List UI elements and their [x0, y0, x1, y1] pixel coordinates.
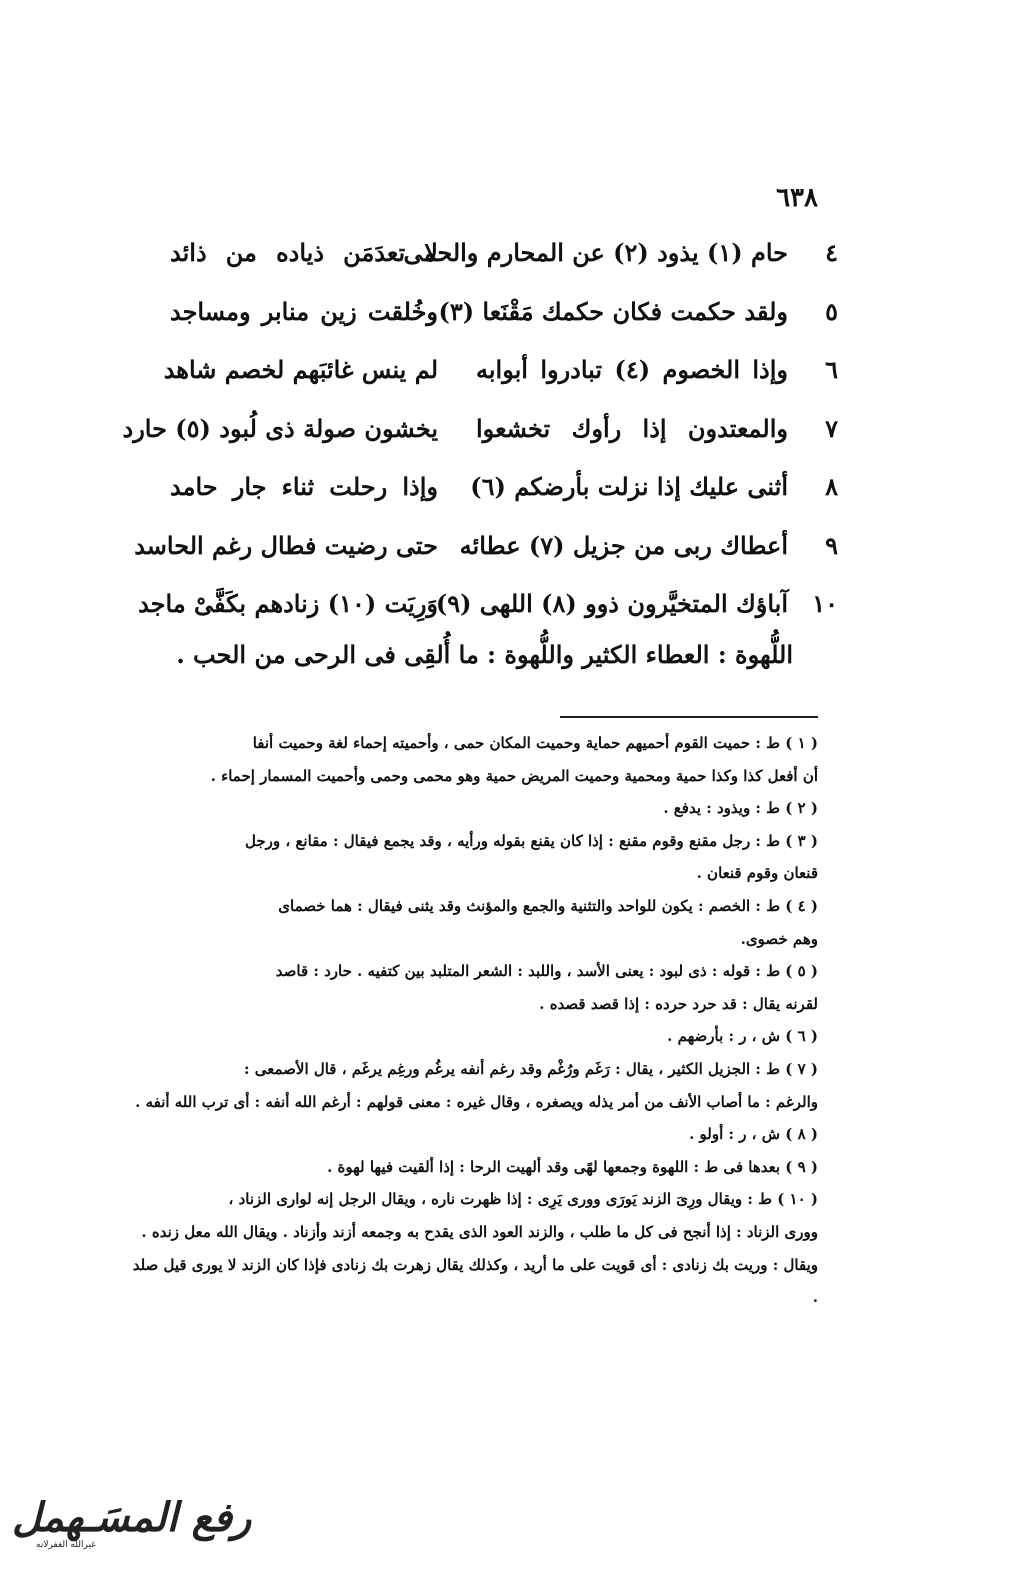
verse-number: ٩ [825, 530, 838, 560]
verse-second-hemistich: وإذا رحلت ثناء جار حامد [170, 472, 438, 501]
footnotes [128, 727, 818, 1314]
verse-number: ٥ [825, 296, 838, 326]
footnote-continuation: لقرنه يقال : قد حرد حرده : إذا قصد قصده . [539, 994, 818, 1013]
footnote [128, 1053, 818, 1118]
footnote-continuation: أن أفعل كذا وكذا حمية ومحمية وحميت المريض حمية وهو محمى وحمى وأحميت المسمار إحماء . [210, 766, 818, 785]
footnote-text: ( ٩ ) بعدها فى ط : اللهوة وجمعها لهًى وقد ألهيت الرحا : إذا ألقيت فيها لهوة . [327, 1157, 818, 1176]
verse [163, 345, 838, 404]
verse-first-hemistich: ولقد حكمت فكان حكمك مَقْنَعا (٣) [438, 296, 788, 326]
verse-second-hemistich: لم ينس غائبَهم لخصم شاهد [163, 355, 438, 384]
verse-second-hemistich: وَرِيَت (١٠) زنادهم بكَفَّىْ ماجد [138, 589, 438, 618]
footnote [128, 955, 818, 1020]
footnote-divider [560, 716, 818, 718]
footnote [128, 1118, 818, 1151]
page-number: ٦٣٨ [776, 183, 818, 213]
verse-first-hemistich: آباؤك المتخيَّرون ذوو (٨) اللهى (٩) [435, 589, 788, 618]
footnote-continuation: وورى الزناد : إذا أنجح فى كل ما طلب ، والزند العود الذى يقدح به وجمعه أزند وأزناد . ويقال الله معل زنده . ويقال : وريت بك زنادى : أى قويت على ما أريد ، وكذلك يقال زهرت بك زنادى فإذا كان الزند لا يورى قيل صلد . [132, 1222, 818, 1307]
footnote-text: ( ٦ ) ش ، ر : بأرضهم . [667, 1027, 818, 1046]
verse-second-hemistich: لا تعدَمَن ذياده من ذائد [170, 238, 438, 267]
verse-second-hemistich: وخُلقت زين منابر ومساجد [170, 296, 438, 326]
footnote [128, 825, 818, 890]
footnote-text: ( ٥ ) ط : قوله : ذى لبود : يعنى الأسد ، واللبد : الشعر المتلبد بين كتفيه . حارد : قاصد [275, 962, 818, 981]
verse-second-hemistich: يخشون صولة ذى لُبود (٥) حارد [122, 413, 438, 443]
verse-first-hemistich: وإذا الخصوم (٤) تبادروا أبوابه [476, 355, 788, 384]
footnote [128, 792, 818, 825]
verse-number: ١٠ [812, 589, 838, 618]
verse-first-hemistich: أعطاك ربى من جزيل (٧) عطائه [459, 530, 788, 560]
footnote-text: ( ٤ ) ط : الخصم : يكون للواحد والتثنية والجمع والمؤنث وقد يثنى فيقال : هما خصماى [278, 896, 818, 915]
footnote-text: ( ١٠ ) ط : ويقال ورِىَ الزند يَورَى وورى يَرِى : إذا ظهرت ناره ، ويقال الرجل إنه لوارى الزناد ، [228, 1190, 818, 1209]
verse [138, 579, 838, 638]
library-stamp [8, 1488, 252, 1558]
footnote-text: ( ٣ ) ط : رجل مقنع وقوم مقنع : إذا كان يقنع بقوله ورأيه ، وقد يجمع فيقال : مقانع ، ورجل [245, 831, 818, 850]
stamp-calligraphy: رفع المسَـهمل [12, 1494, 252, 1541]
footnote-text: ( ٧ ) ط : الجزيل الكثير ، يقال : رَغَم ورُغْم وقد رغم أنفه يرغُم ورغِم يرغَم ، قال الأصمعى : [243, 1059, 818, 1078]
footnote-text: ( ٨ ) ش ، ر : أولو . [689, 1125, 818, 1144]
footnote [128, 1183, 818, 1313]
verse [163, 228, 838, 287]
footnote-continuation: قنعان وقوم قنعان . [696, 864, 818, 883]
footnote-continuation: والرغم : ما أصاب الأنف من أمر يذله ويصغره ، وقال غيره : معنى قولهم : أرغم الله أنفه : أى ترب الله أنفه . [135, 1092, 818, 1111]
verse-number: ٧ [825, 413, 838, 443]
footnote-text: ( ٢ ) ط : ويذود : يدفع . [663, 799, 818, 818]
verse [163, 462, 838, 521]
verse-first-hemistich: حام (١) يذود (٢) عن المحارم والحمى [403, 238, 788, 267]
gloss-line: اللُّهوة : العطاء الكثير واللُّهوة : ما أُلقِى فى الرحى من الحب . [176, 640, 793, 669]
verse [134, 521, 838, 580]
poem [122, 228, 838, 638]
verse-number: ٦ [825, 355, 838, 384]
footnote [128, 890, 818, 955]
verse-first-hemistich: والمعتدون إذا رأوك تخشعوا [476, 413, 788, 443]
footnote [128, 727, 818, 792]
verse-first-hemistich: أثنى عليك إذا نزلت بأرضكم (٦) [470, 472, 788, 501]
footnote [128, 1151, 818, 1184]
footnote-continuation: وهم خصوى. [740, 929, 818, 948]
footnote [128, 1020, 818, 1053]
footnote-text: ( ١ ) ط : حميت القوم أحميهم حماية وحميت المكان حمى ، وأحميته إحماء لغة وحميت أنفا [252, 734, 818, 752]
verse-second-hemistich: حتى رضيت فطال رغم الحاسد [134, 530, 438, 560]
verse-number: ٨ [825, 472, 838, 501]
verse [163, 287, 838, 346]
stamp-caption: غيرالله الغفرلانه [36, 1540, 96, 1550]
verse [122, 404, 838, 463]
verse-number: ٤ [825, 238, 838, 267]
